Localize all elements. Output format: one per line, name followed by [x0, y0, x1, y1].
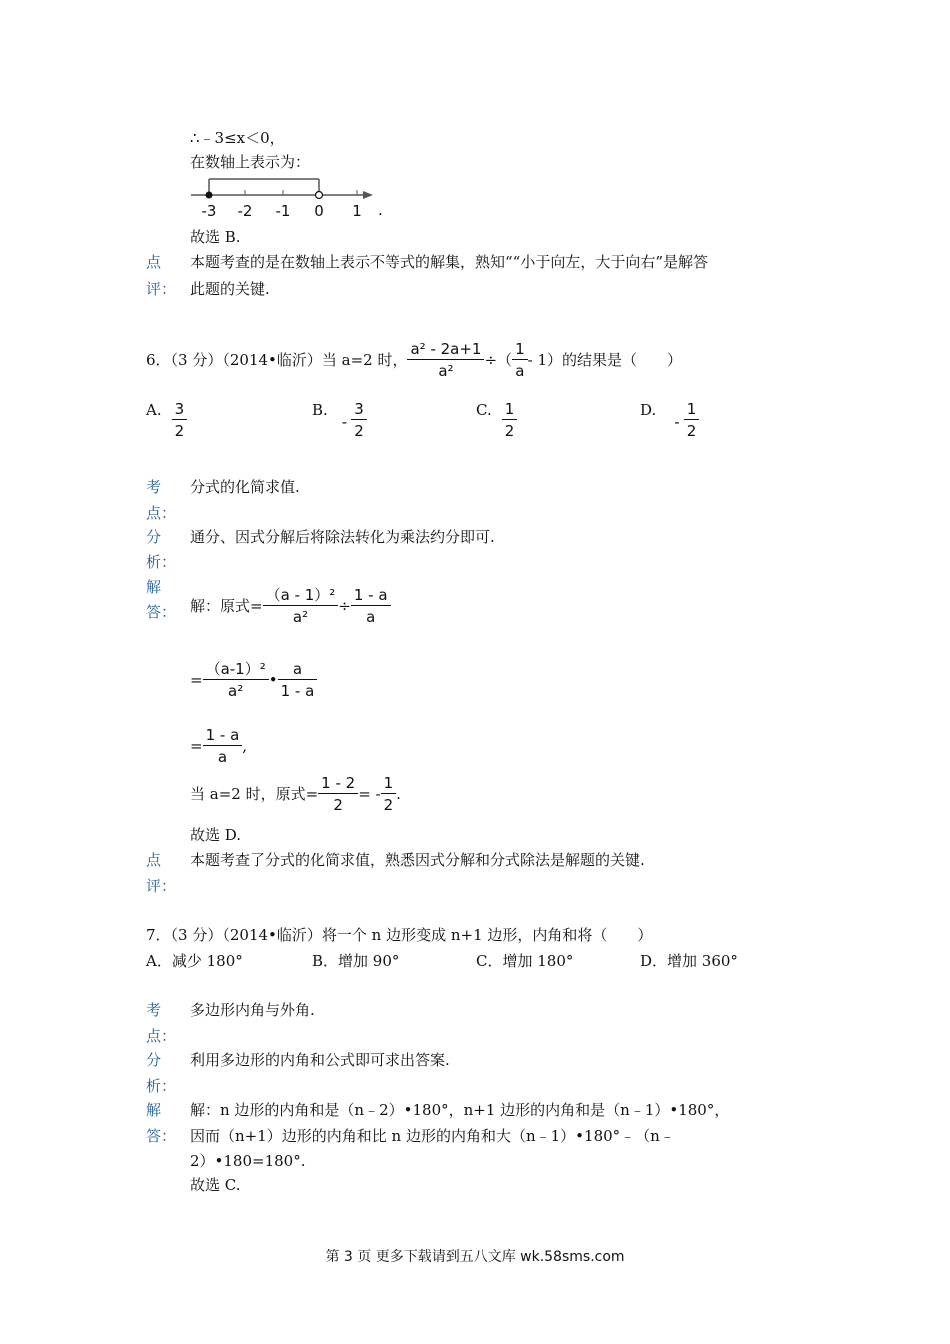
number-line-period: .	[378, 201, 383, 219]
q6-stem-post: - 1）的结果是（ ）	[527, 351, 682, 369]
option-fraction: $\frac{3}{2}$	[172, 400, 188, 440]
option-fraction: $\frac{1}{2}$	[684, 400, 700, 440]
option-sign: -	[341, 413, 348, 431]
page-footer: 第 3 页 更多下载请到五八文库 wk.58sms.com	[325, 1249, 625, 1265]
q6-option-c	[476, 400, 517, 440]
q6-fraction	[407, 340, 484, 380]
closed-dot	[206, 192, 213, 199]
fenxi-label-2: 析：	[146, 553, 177, 571]
q6-frac-num: a² - 2a+1	[410, 340, 482, 358]
q7-stem: 7．（3 分）（2014•临沂）将一个 n 边形变成 n+1 边形，内角和将（ ）	[146, 926, 653, 944]
option-fraction: $\frac{3}{2}$	[351, 400, 367, 440]
number-line-intro: 在数轴上表示为：	[190, 153, 311, 171]
prev-comment-line-2: 此题的关键.	[190, 280, 270, 298]
comment-label-1: 点	[146, 253, 162, 271]
option-sign: -	[674, 413, 680, 431]
kaodian-label-2: 点：	[146, 1027, 177, 1045]
kaodian-label-1: 考	[146, 1001, 162, 1019]
kaodian-label-2: 点：	[146, 504, 177, 522]
q7-solution-line-2: 因而（n+1）边形的内角和比 n 边形的内角和大（n﹣1）•180°﹣（n﹣	[190, 1127, 675, 1145]
number-line-diagram	[185, 172, 385, 220]
q6-comment: 本题考查了分式的化简求值，熟悉因式分解和分式除法是解题的关键.	[190, 851, 645, 869]
q6-solution-step-4: 当 a=2 时，原式= $\frac{1 - 2}{2}$ = - $\frac{1}{2}$ .	[190, 774, 401, 814]
q7-solution-line-3: 2）•180=180°.	[190, 1152, 306, 1170]
q7-option-b: B．增加 90°	[312, 952, 400, 970]
axis-arrow	[363, 191, 373, 199]
q7-choose: 故选 C.	[190, 1176, 241, 1194]
q6-kaodian: 分式的化简求值.	[190, 478, 300, 496]
q6-div-open: ÷（	[484, 351, 513, 369]
jieda-label-2: 答：	[146, 603, 177, 621]
q6-frac-den: a²	[438, 362, 454, 380]
q6-solution-step-2: = $\frac{\text{（a-1）²}}{\text{a²}}$ • $\frac{a}{1 - a}$	[190, 660, 317, 700]
q6-option-a	[146, 400, 187, 440]
q6-solution-step-1: 解：原式= $\frac{\text{（a - 1）²}}{\text{a²}}$ ÷ $\frac{1 - a}{a}$	[190, 586, 391, 626]
open-dot	[316, 192, 323, 199]
q7-fenxi: 利用多边形的内角和公式即可求出答案.	[190, 1051, 450, 1069]
q6-choose: 故选 D.	[190, 826, 242, 844]
fenxi-label-1: 分	[146, 1051, 162, 1069]
tick-label: -2	[237, 202, 253, 220]
comment-label-2: 评：	[146, 877, 177, 895]
jieda-label-2: 答：	[146, 1127, 177, 1145]
q6-stem-pre: 6．（3 分）（2014•临沂）当 a=2 时，	[146, 351, 408, 369]
comment-label-1: 点	[146, 851, 162, 869]
q6-fenxi: 通分、因式分解后将除法转化为乘法约分即可.	[190, 528, 495, 546]
q7-option-a: A．减少 180°	[146, 952, 243, 970]
inequality-result: ∴﹣3≤x＜0，	[190, 129, 285, 147]
q7-option-d: D．增加 360°	[640, 952, 738, 970]
tick-label: -3	[201, 202, 217, 220]
tick-label: 0	[314, 202, 324, 220]
q7-kaodian: 多边形内角与外角.	[190, 1001, 315, 1019]
q6-solution-step-3: = $\frac{1 - a}{a}$ ,	[190, 726, 248, 766]
q6-inner-num: 1	[515, 340, 525, 358]
q7-option-c: C．增加 180°	[476, 952, 574, 970]
fenxi-label-2: 析：	[146, 1077, 177, 1095]
q6-inner-fraction	[512, 340, 528, 380]
option-fraction: $\frac{1}{2}$	[502, 400, 518, 440]
tick-label: 1	[352, 202, 362, 220]
q7-solution-line-1: 解：n 边形的内角和是（n﹣2）•180°，n+1 边形的内角和是（n﹣1）•180°，	[190, 1101, 730, 1119]
q6-option-d	[640, 400, 699, 440]
option-letter: B.	[312, 401, 328, 419]
tick-label: -1	[275, 202, 291, 220]
prev-comment-line-1: 本题考查的是在数轴上表示不等式的解集，熟知““小于向左，大于向右”是解答	[190, 253, 709, 271]
option-letter: D.	[640, 401, 657, 419]
q6-inner-den: a	[515, 362, 525, 380]
q6-option-b	[312, 400, 367, 440]
prev-choose: 故选 B.	[190, 228, 241, 246]
option-letter: C.	[476, 401, 492, 419]
comment-label-2: 评：	[146, 280, 177, 298]
fenxi-label-1: 分	[146, 528, 162, 546]
q6-stem	[146, 336, 682, 384]
kaodian-label-1: 考	[146, 478, 162, 496]
option-letter: A.	[146, 401, 162, 419]
jieda-label-1: 解	[146, 578, 162, 596]
jieda-label-1: 解	[146, 1101, 162, 1119]
